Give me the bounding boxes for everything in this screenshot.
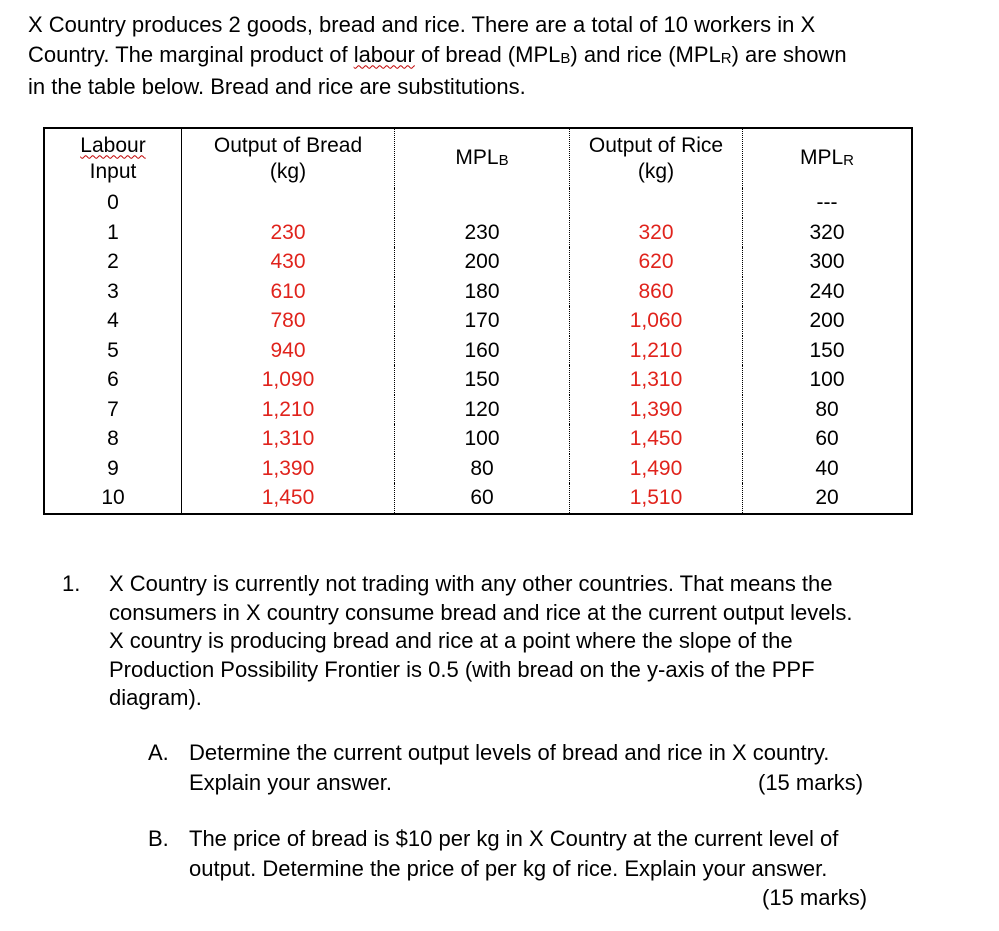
table-header-row [44, 128, 912, 188]
cell-bread [182, 188, 395, 218]
cell-mplb: 170 [395, 306, 570, 336]
cell-mplr: 300 [743, 247, 913, 277]
header-rice-line1: Output of Rice [588, 133, 724, 157]
question-1-line-4: Production Possibility Frontier is 0.5 (with bread on the y-axis of the PPF [109, 656, 815, 682]
header-input: Input [89, 159, 137, 183]
cell-rice: 1,060 [570, 306, 743, 336]
table-row [44, 483, 912, 514]
part-a-marks: (15 marks) [758, 769, 864, 795]
cell-mplb: 120 [395, 395, 570, 425]
cell-mplr: --- [743, 188, 913, 218]
part-a-line-2: Explain your answer. [189, 769, 392, 795]
header-mplr-sub: R [843, 151, 855, 169]
header-labour: Labour [80, 133, 146, 157]
part-b-line-2: output. Determine the price of per kg of rice. Explain your answer. [189, 855, 828, 881]
cell-labour: 1 [44, 218, 182, 248]
cell-labour: 3 [44, 277, 182, 307]
cell-rice: 1,310 [570, 365, 743, 395]
intro-line-2 [28, 40, 978, 73]
part-b-letter: B. [148, 826, 169, 851]
intro-line-2-a: Country. The marginal product of [28, 41, 354, 67]
question-1-line-2: consumers in X country consume bread and rice at the current output levels. [109, 599, 853, 625]
cell-labour: 7 [44, 395, 182, 425]
cell-bread: 940 [182, 336, 395, 366]
cell-labour: 2 [44, 247, 182, 277]
cell-mplb: 80 [395, 454, 570, 484]
table-row [44, 336, 912, 366]
cell-bread: 1,450 [182, 483, 395, 514]
part-a-line-1: Determine the current output levels of bread and rice in X country. [189, 740, 830, 765]
table-row [44, 218, 912, 248]
header-mplb [395, 128, 570, 188]
cell-mplb: 200 [395, 247, 570, 277]
header-mplr-text: MPL [799, 145, 844, 169]
cell-bread: 1,210 [182, 395, 395, 425]
cell-mplr: 200 [743, 306, 913, 336]
part-a-letter: A. [148, 740, 169, 765]
cell-bread: 780 [182, 306, 395, 336]
cell-mplr: 150 [743, 336, 913, 366]
table-row [44, 365, 912, 395]
table-row [44, 188, 912, 218]
cell-labour: 4 [44, 306, 182, 336]
intro-mplr-subscript: R [720, 49, 732, 67]
cell-bread: 1,310 [182, 424, 395, 454]
part-b-text [189, 824, 949, 883]
cell-mplr: 40 [743, 454, 913, 484]
intro-line-2-g: ) are shown [731, 41, 847, 67]
question-1-text [109, 570, 959, 713]
cell-rice [570, 188, 743, 218]
cell-mplr: 320 [743, 218, 913, 248]
table-row [44, 424, 912, 454]
table-row [44, 454, 912, 484]
cell-mplb: 160 [395, 336, 570, 366]
table-row [44, 306, 912, 336]
cell-rice: 1,510 [570, 483, 743, 514]
cell-mplr: 60 [743, 424, 913, 454]
part-b-line-1: The price of bread is $10 per kg in X Country at the current level of [189, 826, 839, 851]
cell-mplb: 150 [395, 365, 570, 395]
cell-rice: 860 [570, 277, 743, 307]
header-mplb-text: MPL [455, 145, 499, 169]
cell-rice: 1,450 [570, 424, 743, 454]
cell-bread: 610 [182, 277, 395, 307]
cell-bread: 1,090 [182, 365, 395, 395]
cell-mplb: 60 [395, 483, 570, 514]
cell-rice: 320 [570, 218, 743, 248]
intro-paragraph [28, 10, 978, 102]
cell-bread: 1,390 [182, 454, 395, 484]
cell-rice: 1,390 [570, 395, 743, 425]
intro-line-2-c: of bread (MPL [414, 41, 561, 67]
output-table [43, 127, 913, 515]
cell-mplb [395, 188, 570, 218]
question-1-number: 1. [62, 571, 81, 596]
cell-mplb: 230 [395, 218, 570, 248]
header-rice-line2: (kg) [637, 159, 675, 183]
table-row [44, 247, 912, 277]
cell-rice: 1,210 [570, 336, 743, 366]
table-row [44, 277, 912, 307]
cell-labour: 10 [44, 483, 182, 514]
cell-bread: 430 [182, 247, 395, 277]
cell-mplr: 100 [743, 365, 913, 395]
header-output-bread [182, 128, 395, 188]
intro-line-3: in the table below. Bread and rice are substitutions. [28, 74, 526, 99]
cell-mplb: 180 [395, 277, 570, 307]
cell-labour: 9 [44, 454, 182, 484]
cell-mplr: 80 [743, 395, 913, 425]
header-bread-line1: Output of Bread [213, 133, 363, 157]
cell-bread: 230 [182, 218, 395, 248]
intro-line-2-e: ) and rice (MPL [570, 41, 721, 67]
table-row [44, 395, 912, 425]
header-output-rice [570, 128, 743, 188]
cell-rice: 620 [570, 247, 743, 277]
header-mplr [743, 128, 913, 188]
question-1-line-1: X Country is currently not trading with any other countries. That means the [109, 571, 833, 596]
cell-labour: 5 [44, 336, 182, 366]
part-b-marks: (15 marks) [762, 885, 868, 910]
header-bread-line2: (kg) [269, 159, 307, 183]
cell-mplr: 20 [743, 483, 913, 514]
labour-word: labour [353, 41, 415, 67]
intro-line-1: X Country produces 2 goods, bread and rice. There are a total of 10 workers in X [28, 12, 816, 37]
question-1-line-5: diagram). [109, 685, 202, 710]
intro-mplb-subscript: B [560, 49, 571, 67]
cell-labour: 6 [44, 365, 182, 395]
cell-labour: 8 [44, 424, 182, 454]
question-1-line-3: X country is producing bread and rice at a point where the slope of the [109, 628, 793, 653]
cell-mplr: 240 [743, 277, 913, 307]
header-labour-input [44, 128, 182, 188]
header-mplb-sub: B [498, 151, 509, 169]
cell-mplb: 100 [395, 424, 570, 454]
cell-rice: 1,490 [570, 454, 743, 484]
cell-labour: 0 [44, 188, 182, 218]
